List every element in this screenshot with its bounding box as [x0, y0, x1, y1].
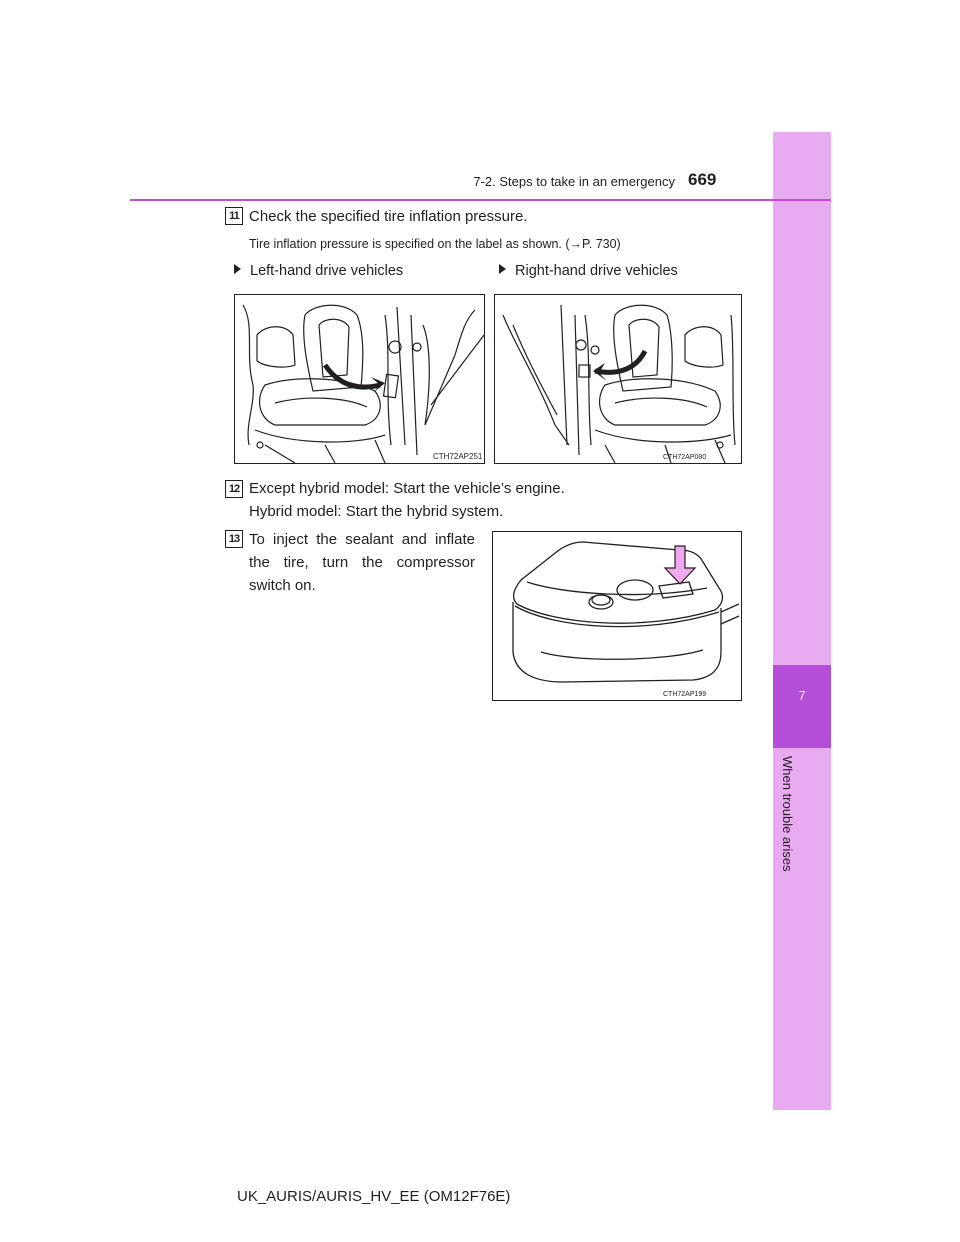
figure-code: CTH72AP080: [663, 454, 707, 461]
figure-label-left: [234, 263, 403, 279]
header-rule: [130, 199, 831, 201]
seat-door-illustration-right: [495, 295, 741, 463]
chapter-number: 7: [798, 688, 806, 703]
figure-compressor: [492, 531, 742, 701]
step-text: To inject the sealant and inflate the tire, turn the compressor switch on.: [249, 531, 475, 594]
step-number-box: 12: [225, 480, 243, 498]
chapter-title-text: When trouble arises: [780, 756, 795, 872]
chapter-number-tab: [773, 665, 831, 748]
figure-label-text: Left-hand drive vehicles: [250, 263, 404, 279]
compressor-illustration: [493, 532, 741, 700]
figure-label-right: [499, 263, 678, 279]
seat-door-illustration-left: [235, 295, 484, 463]
figure-label-text: Right-hand drive vehicles: [515, 263, 678, 279]
step-text: Check the specified tire inflation pressure.: [249, 208, 528, 225]
step-number-box: 11: [225, 207, 243, 225]
step-note: Tire inflation pressure is specified on the label as shown. (→P. 730): [249, 237, 621, 251]
triangle-bullet-icon: [499, 264, 506, 274]
step-text-line2: Hybrid model: Start the hybrid system.: [249, 503, 504, 520]
figure-code: CTH72AP251: [433, 452, 483, 461]
figure-right-hand-drive: [494, 294, 742, 464]
chapter-title: [772, 738, 830, 898]
figure-left-hand-drive: [234, 294, 485, 464]
triangle-bullet-icon: [234, 264, 241, 274]
chapter-side-tab: [773, 132, 831, 1110]
page-number: 669: [688, 170, 717, 189]
step-number-box: 13: [225, 530, 243, 548]
figure-code: CTH72AP199: [663, 691, 707, 698]
step-text-line1: Except hybrid model: Start the vehicle’s engine.: [249, 480, 565, 497]
footer-model-code: UK_AURIS/AURIS_HV_EE (OM12F76E): [237, 1188, 511, 1205]
section-title: 7-2. Steps to take in an emergency: [473, 174, 675, 189]
